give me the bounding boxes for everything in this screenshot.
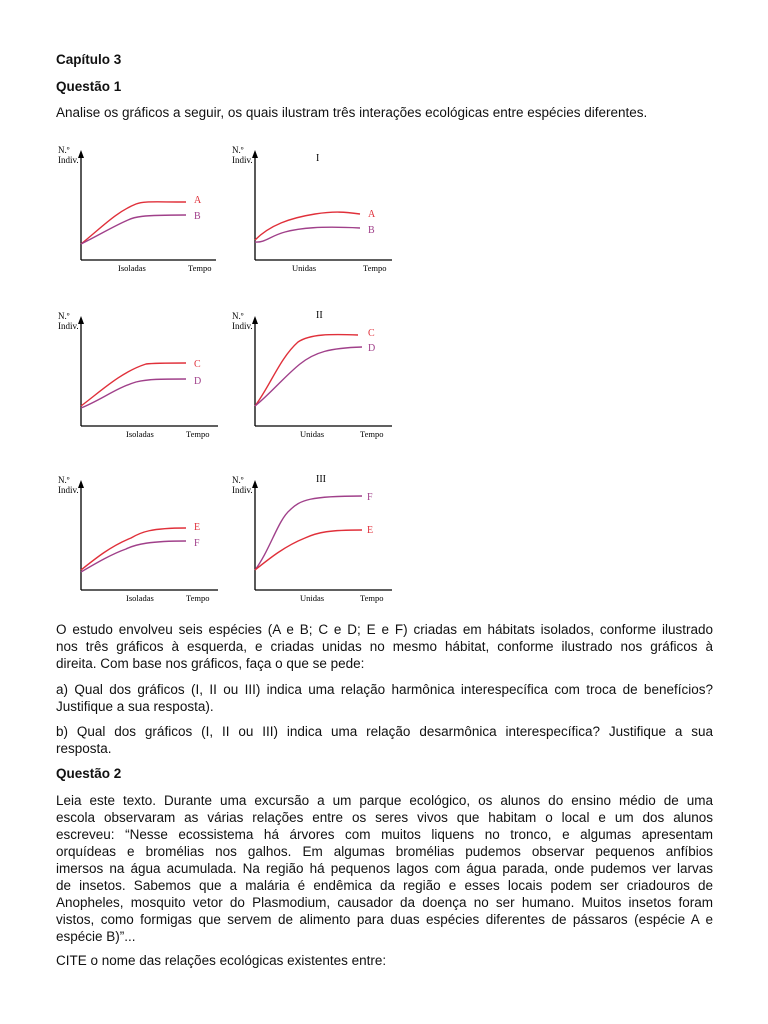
- ylabel-line2: Indiv.: [58, 155, 79, 165]
- y-axis-arrow: [78, 150, 84, 158]
- y-axis-arrow: [252, 316, 258, 324]
- q2-line: Anopheles, mosquito vetor do Plasmodium, causador da doença no ser humano. Muitos insetos foram: [56, 895, 713, 910]
- q2-line: vistos, como formigas que servem de alimento para duas espécies diferentes de pássaros (espécie A e: [56, 912, 713, 927]
- question-1-intro: Analise os gráficos a seguir, os quais ilustram três interações ecológicas entre espécies diferentes.: [56, 105, 648, 120]
- item-b-line: resposta.: [56, 741, 112, 756]
- chart-title-iii: III: [316, 474, 326, 485]
- item-a-line: a) Qual dos gráficos (I, II ou III) indica uma relação harmônica interespecífica com troca de benefícios?: [56, 682, 713, 697]
- ylabel-line2: Indiv.: [232, 321, 253, 331]
- chart-unidas-cd-ii: [230, 306, 400, 446]
- y-axis-arrow: [252, 480, 258, 488]
- question-1-item-b: [56, 723, 713, 757]
- ylabel-line1: N.º: [232, 145, 244, 155]
- series-line-f: [81, 541, 186, 572]
- series-line-a: [255, 212, 360, 240]
- xlabel-end: Tempo: [186, 593, 210, 603]
- chart-title-ii: II: [316, 310, 323, 321]
- ylabel-line2: Indiv.: [58, 485, 79, 495]
- q2-line: escreveu: “Nesse ecossistema há árvores com muitos liquens no tronco, e algumas apresentam: [56, 827, 713, 842]
- series-line-e: [255, 530, 362, 570]
- ylabel-line1: N.º: [58, 311, 70, 321]
- question-1-title: Questão 1: [56, 79, 122, 94]
- question-2-cite: CITE o nome das relações ecológicas existentes entre:: [56, 953, 387, 968]
- series-label-a: A: [194, 195, 202, 206]
- series-label-b: B: [194, 211, 201, 222]
- paragraph-line: nos três gráficos à esquerda, e criadas unidas no mesmo hábitat, conforme ilustrado nos gráficos à: [56, 639, 713, 654]
- ylabel-line2: Indiv.: [232, 155, 253, 165]
- series-label-e: E: [194, 522, 201, 533]
- xlabel: Unidas: [300, 429, 325, 439]
- chart-title-i: I: [316, 153, 320, 164]
- series-label-b: B: [368, 225, 375, 236]
- chart-isoladas-cd: [56, 306, 226, 446]
- xlabel-end: Tempo: [360, 593, 384, 603]
- xlabel: Isoladas: [126, 593, 154, 603]
- series-line-d: [255, 347, 362, 406]
- q2-line: espécie B)”...: [56, 929, 136, 944]
- chart-unidas-ef-iii: [230, 470, 400, 610]
- ylabel-line1: N.º: [232, 311, 244, 321]
- y-axis-arrow: [252, 150, 258, 158]
- q2-line: Leia este texto. Durante uma excursão a um parque ecológico, os alunos do ensino médio de uma: [56, 793, 713, 808]
- y-axis-arrow: [78, 316, 84, 324]
- ylabel-line1: N.º: [232, 475, 244, 485]
- item-b-line: b) Qual dos gráficos (I, II ou III) indica uma relação desarmônica interespecífica? Justifique a sua: [56, 724, 713, 739]
- q2-line: imersos na água acumulada. Na região há pequenos lagos com água parada, onde pudemos ver larvas: [56, 861, 713, 876]
- q2-line: de insetos. Sabemos que a malária é endêmica da região e esses locais podem ser criadouros de: [56, 878, 713, 893]
- question-1-paragraph: [56, 621, 713, 672]
- xlabel: Unidas: [300, 593, 325, 603]
- paragraph-line: O estudo envolveu seis espécies (A e B; C e D; E e F) criadas em hábitats isolados, conforme ilustrado: [56, 622, 713, 637]
- paragraph-line: direita. Com base nos gráficos, faça o que se pede:: [56, 656, 365, 671]
- chart-unidas-ab-i: [230, 140, 400, 280]
- series-line-f: [255, 496, 362, 570]
- xlabel-end: Tempo: [360, 429, 384, 439]
- xlabel-end: Tempo: [188, 263, 212, 273]
- chapter-title: Capítulo 3: [56, 52, 122, 67]
- chart-isoladas-ab: [56, 140, 226, 280]
- xlabel: Unidas: [292, 263, 317, 273]
- series-label-d: D: [368, 343, 376, 354]
- question-2-title: Questão 2: [56, 766, 122, 781]
- ylabel-line2: Indiv.: [232, 485, 253, 495]
- series-label-f: F: [194, 538, 200, 549]
- ylabel-line1: N.º: [58, 145, 70, 155]
- series-line-b: [81, 215, 186, 244]
- question-1-item-a: [56, 681, 713, 715]
- series-line-c: [255, 335, 358, 406]
- series-line-c: [81, 363, 186, 406]
- series-label-c: C: [368, 328, 375, 339]
- series-label-f: F: [367, 492, 373, 503]
- series-line-b: [255, 227, 360, 242]
- item-a-line: Justifique a sua resposta).: [56, 699, 214, 714]
- xlabel-end: Tempo: [363, 263, 387, 273]
- series-label-a: A: [368, 209, 376, 220]
- q2-line: escola observaram as várias relações entre os seres vivos que habitam o local e um dos alunos: [56, 810, 713, 825]
- ylabel-line1: N.º: [58, 475, 70, 485]
- series-label-c: C: [194, 359, 201, 370]
- y-axis-arrow: [78, 480, 84, 488]
- series-label-e: E: [367, 525, 374, 536]
- series-line-a: [81, 202, 186, 244]
- q2-line: orquídeas e bromélias nos galhos. Em algumas bromélias pudemos observar pequenos anfíbios: [56, 844, 713, 859]
- xlabel: Isoladas: [118, 263, 146, 273]
- series-label-d: D: [194, 376, 202, 387]
- ylabel-line2: Indiv.: [58, 321, 79, 331]
- question-2-text: [56, 792, 713, 945]
- xlabel-end: Tempo: [186, 429, 210, 439]
- xlabel: Isoladas: [126, 429, 154, 439]
- chart-isoladas-ef: [56, 470, 226, 610]
